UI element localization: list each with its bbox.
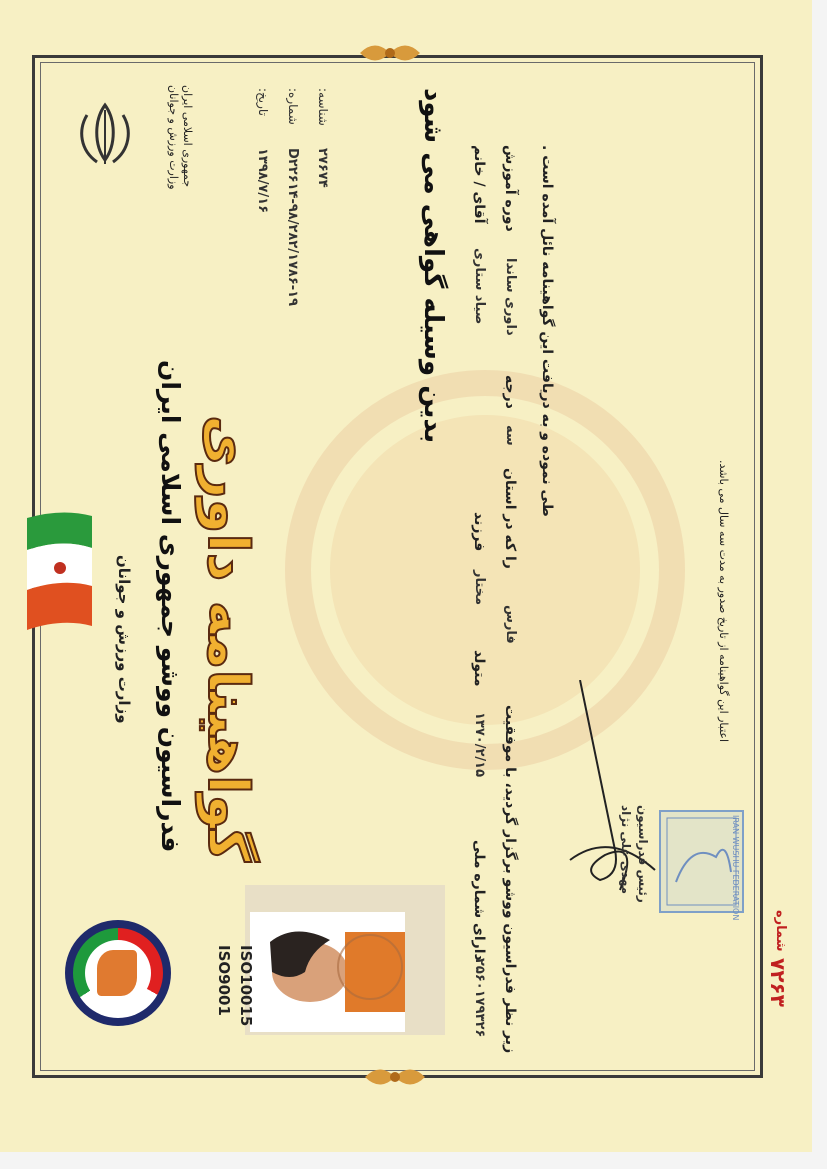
- ministry-title: وزارت ورزش و جوانان: [115, 555, 133, 724]
- born-label: متولد: [471, 650, 487, 687]
- bottom-ornament: [360, 1062, 430, 1092]
- iso-9001: ISO9001: [215, 945, 233, 1016]
- birth-date: ۱۳۷۰/۲/۱۵: [472, 712, 487, 778]
- completion-text: طی نموده و به دریافت این گواهینامه نائل آمده است .: [539, 145, 555, 517]
- holder-photo: [250, 912, 405, 1032]
- serial-label: شماره: [773, 910, 788, 952]
- number-label: شماره:: [286, 88, 300, 125]
- father-name: مختار: [472, 570, 487, 606]
- iran-emblem-icon: [72, 100, 138, 170]
- certificate-title: گواهینامه داوری: [195, 415, 260, 862]
- national-id-label: دارای شماره ملی: [471, 840, 487, 961]
- number-value: D۲۲۶۱۴-۹۸/۲۸۲/۱۷۸۶-۱۹: [285, 148, 300, 307]
- federation-logo: [65, 920, 171, 1026]
- signature-mark: [560, 680, 670, 900]
- national-id: ۲۵۶۰۱۷۹۳۲۶: [472, 958, 487, 1038]
- id-label: شناسه:: [316, 88, 330, 126]
- supervision-text: زیر نظر فدراسیون ووشو برگزار گردید، با موفقیت: [502, 705, 518, 1054]
- hereby-heading: بدین وسیله گواهی می شود: [418, 88, 448, 444]
- degree-label: درجه: [502, 375, 518, 409]
- date-value: ۱۳۹۸/۷/۱۶: [255, 148, 270, 214]
- emblem-caption-line1: جمهوری اسلامی ایران: [181, 85, 194, 188]
- signatory-name: مهدی علی نژاد: [619, 805, 633, 895]
- flag-icon: [22, 508, 94, 636]
- mr-mrs-label: آقای / خانم: [471, 145, 487, 224]
- federation-title: فدراسیون ووشو جمهوری اسلامی ایران: [156, 360, 185, 853]
- stamp-text: IRAN WUSHU FEDERATION: [731, 815, 740, 921]
- emblem-caption-line2: وزارت ورزش و جوانان: [167, 85, 180, 190]
- course-value: داوری ساندا: [503, 258, 518, 336]
- date-label: تاریخ:: [256, 88, 270, 116]
- top-ornament: [355, 38, 425, 68]
- degree-value: سه: [503, 425, 518, 446]
- holder-name: صیاد ستاری: [472, 248, 487, 325]
- iso-10015: ISO10015: [237, 945, 255, 1027]
- validity-note: اعتبار این گواهینامه از تاریخ صدور به مدت سه سال می باشد.: [717, 460, 730, 743]
- province-phrase: را که در استان: [502, 468, 518, 569]
- id-value: ۲۷۶۷۴: [315, 148, 330, 188]
- province-value: فارس: [503, 605, 518, 644]
- signatory-title: رئیس فدراسیون: [636, 805, 650, 903]
- child-of-label: فرزند: [471, 512, 487, 552]
- course-label: دوره آموزش: [502, 145, 518, 232]
- serial-number: ۷۲۶۳: [766, 958, 790, 1007]
